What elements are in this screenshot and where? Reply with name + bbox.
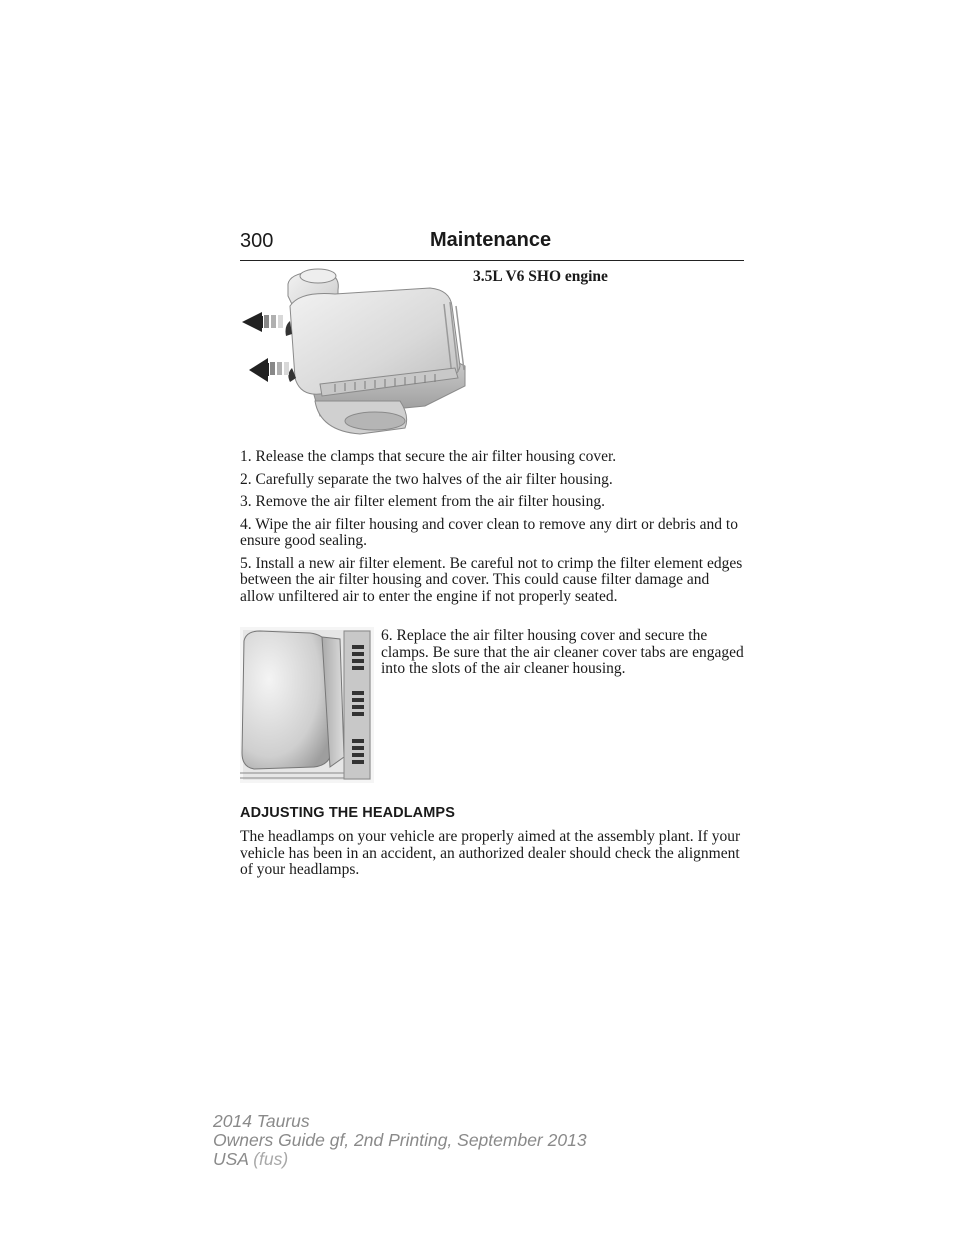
footer-market [213, 1150, 587, 1169]
page-header [240, 228, 744, 261]
headlamps-heading: ADJUSTING THE HEADLAMPS [240, 805, 455, 821]
step-5: 5. Install a new air filter element. Be careful not to crimp the filter element edges between the air filter housing and cover. This could cause filter damage and allow unfiltered air to enter the engine if not properly seated. [240, 554, 743, 605]
air-cleaner-cover-tabs-illustration [240, 627, 374, 783]
footer-edition: Owners Guide gf, 2nd Printing, September 2013 [213, 1130, 587, 1150]
figure-caption: 3.5L V6 SHO engine [473, 268, 608, 285]
page-footer [213, 1112, 587, 1169]
footer-country: USA [213, 1149, 249, 1169]
step-1: 1. Release the clamps that secure the air filter housing cover. [240, 448, 617, 465]
step-3: 3. Remove the air filter element from the air filter housing. [240, 493, 605, 510]
step-6: 6. Replace the air filter housing cover and secure the clamps. Be sure that the air cleaner cover tabs are engaged into the slots of the air cleaner housing. [381, 627, 744, 677]
section-title: Maintenance [430, 229, 552, 251]
page-number: 300 [240, 230, 274, 252]
headlamps-body: The headlamps on your vehicle are properly aimed at the assembly plant. If your vehicle has been in an accident, an authorized dealer should check the alignment of your headlamps. [240, 828, 741, 878]
step-2: 2. Carefully separate the two halves of the air filter housing. [240, 470, 613, 488]
footer-code: (fus) [253, 1149, 289, 1169]
instruction-steps [240, 449, 745, 611]
step-4: 4. Wipe the air filter housing and cover clean to remove any dirt or debris and to ensure good sealing. [240, 515, 738, 549]
footer-model: 2014 Taurus [213, 1111, 310, 1131]
air-filter-housing-illustration [240, 266, 468, 438]
